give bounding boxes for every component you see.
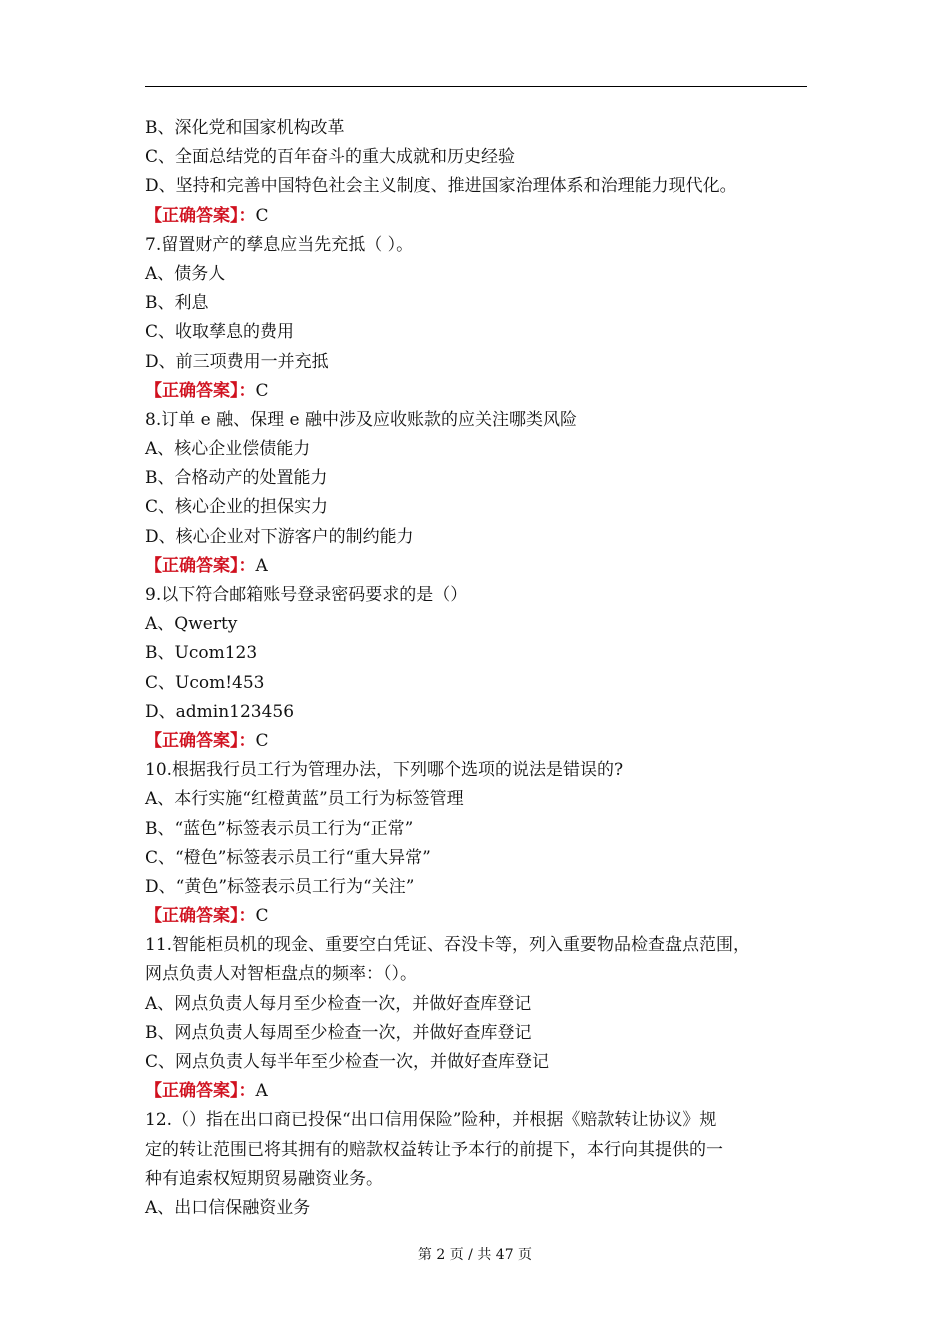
correct-answer-value: A	[255, 1081, 268, 1102]
text-line: B、深化党和国家机构改革	[145, 118, 345, 138]
text-line: A、Qwerty	[145, 614, 238, 635]
correct-answer-line	[145, 902, 815, 931]
text-line: A、网点负责人每月至少检查一次，并做好查库登记	[145, 993, 532, 1014]
correct-answer-line	[145, 727, 815, 756]
text-line: C、收取孳息的费用	[145, 322, 295, 343]
text-line: 7.留置财产的孳息应当先充抵（ ）。	[145, 234, 414, 255]
correct-answer-line	[145, 552, 815, 581]
text-line: A、本行实施“红橙黄蓝”员工行为标签管理	[145, 789, 464, 810]
text-line: 11.智能柜员机的现金、重要空白凭证、吞没卡等，列入重要物品检查盘点范围，	[145, 935, 751, 956]
correct-answer-label: 【正确答案】：	[145, 205, 256, 226]
text-line: D、坚持和完善中国特色社会主义制度、推进国家治理体系和治理能力现代化。	[145, 176, 737, 197]
correct-answer-label: 【正确答案】：	[145, 730, 256, 751]
correct-answer-value: A	[255, 555, 268, 576]
text-line: D、前三项费用一并充抵	[145, 351, 329, 372]
correct-answer-label: 【正确答案】：	[145, 1081, 256, 1102]
text-line: B、Ucom123	[145, 643, 258, 664]
text-line: C、网点负责人每半年至少检查一次，并做好查库登记	[145, 1052, 550, 1072]
correct-answer-line	[145, 202, 815, 231]
correct-answer-label: 【正确答案】：	[145, 380, 256, 401]
text-line: 8.订单 e 融、保理 e 融中涉及应收账款的应关注哪类风险	[145, 409, 577, 430]
page-footer: 第 2 页 / 共 47 页	[417, 1247, 533, 1263]
correct-answer-value: C	[255, 205, 269, 226]
text-line: A、出口信保融资业务	[145, 1197, 311, 1218]
text-line: 种有追索权短期贸易融资业务。	[145, 1168, 383, 1189]
text-line: B、利息	[145, 293, 209, 314]
text-line: 10.根据我行员工行为管理办法，下列哪个选项的说法是错误的?	[145, 760, 624, 781]
text-line: C、全面总结党的百年奋斗的重大成就和历史经验	[145, 147, 516, 168]
correct-answer-value: C	[255, 380, 269, 401]
text-line: 定的转让范围已将其拥有的赔款权益转让予本行的前提下，本行向其提供的一	[145, 1139, 723, 1160]
correct-answer-line	[145, 377, 815, 406]
text-line: A、核心企业偿债能力	[145, 439, 311, 460]
text-line: B、“蓝色”标签表示员工行为“正常”	[145, 818, 414, 839]
text-line: B、网点负责人每周至少检查一次，并做好查库登记	[145, 1022, 532, 1043]
text-line: A、债务人	[145, 263, 226, 284]
header-rule	[145, 86, 807, 87]
text-line: B、合格动产的处置能力	[145, 468, 328, 489]
correct-answer-value: C	[255, 906, 269, 927]
text-line: D、admin123456	[145, 701, 295, 722]
text-line: C、“橙色”标签表示员工行“重大异常”	[145, 847, 431, 868]
text-line: C、Ucom!453	[145, 672, 265, 693]
correct-answer-label: 【正确答案】：	[145, 555, 256, 576]
text-line: C、核心企业的担保实力	[145, 497, 329, 518]
text-line: 12.（）指在出口商已投保“出口信用保险”险种，并根据《赔款转让协议》规	[145, 1110, 717, 1131]
text-line: 网点负责人对智柜盘点的频率：（）。	[145, 964, 417, 985]
text-line: 9.以下符合邮箱账号登录密码要求的是（）	[145, 585, 468, 605]
correct-answer-line	[145, 1077, 815, 1106]
text-line: D、核心企业对下游客户的制约能力	[145, 526, 414, 547]
correct-answer-label: 【正确答案】：	[145, 906, 256, 927]
document-body	[145, 114, 815, 1223]
correct-answer-value: C	[255, 730, 269, 751]
text-line: D、“黄色”标签表示员工行为“关注”	[145, 876, 415, 897]
